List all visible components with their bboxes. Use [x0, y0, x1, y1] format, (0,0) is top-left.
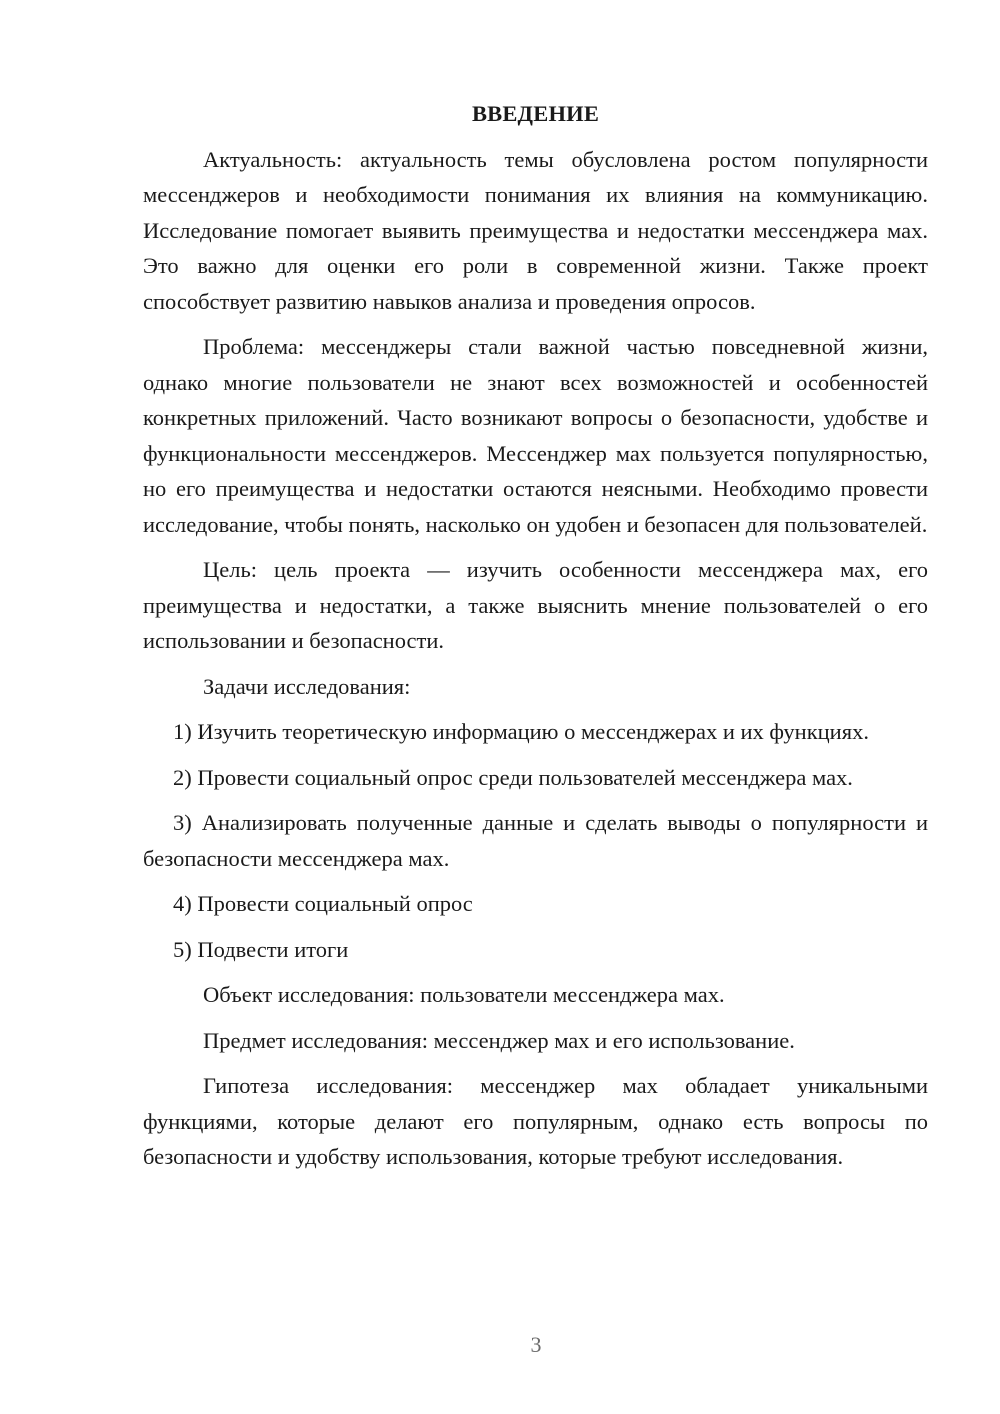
object-paragraph: Объект исследования: пользователи мессенджера мах. [203, 982, 725, 1007]
list-item: 3) Анализировать полученные данные и сделать выводы о популярности и безопасности мессенджера мах. [143, 810, 928, 871]
relevance-paragraph: Актуальность: актуальность темы обусловлена ростом популярности мессенджеров и необходимости понимания их влияния на коммуникацию. Исследование помогает выявить преимущества и недостатки мессенджера мах. Это важно для оценки его роли в современной жизни. Также проект способствует развитию навыков анализа и проведения опросов. [143, 146, 928, 314]
list-item: 4) Провести социальный опрос [173, 891, 473, 916]
problem-paragraph: Проблема: мессенджеры стали важной частью повседневной жизни, однако многие пользователи не знают всех возможностей и особенностей конкретных приложений. Часто возникают вопросы о безопасности, удобстве и функциональности мессенджеров. Мессенджер мах пользуется популярностью, но его преимущества и недостатки остаются неясными. Необходимо провести исследование, чтобы понять, насколько он удобен и безопасен для пользователей. [143, 334, 928, 537]
subject-paragraph: Предмет исследования: мессенджер мах и его использование. [203, 1027, 795, 1053]
goal-paragraph: Цель: цель проекта — изучить особенности мессенджера мах, его преимущества и недостатки, а также выяснить мнение пользователей о его использовании и безопасности. [143, 557, 928, 653]
tasks-list [143, 714, 928, 967]
page-number: 3 [530, 1332, 542, 1357]
list-item: 2) Провести социальный опрос среди пользователей мессенджера мах. [173, 764, 853, 790]
document-body [143, 96, 928, 1185]
section-title: ВВЕДЕНИЕ [471, 101, 600, 126]
list-item: 1) Изучить теоретическую информацию о мессенджерах и их функциях. [173, 719, 869, 744]
list-item: 5) Подвести итоги [173, 936, 349, 962]
tasks-heading: Задачи исследования: [203, 673, 411, 699]
hypothesis-paragraph: Гипотеза исследования: мессенджер мах обладает уникальными функциями, которые делают его популярным, однако есть вопросы по безопасности и удобству использования, которые требуют исследования. [143, 1073, 928, 1169]
